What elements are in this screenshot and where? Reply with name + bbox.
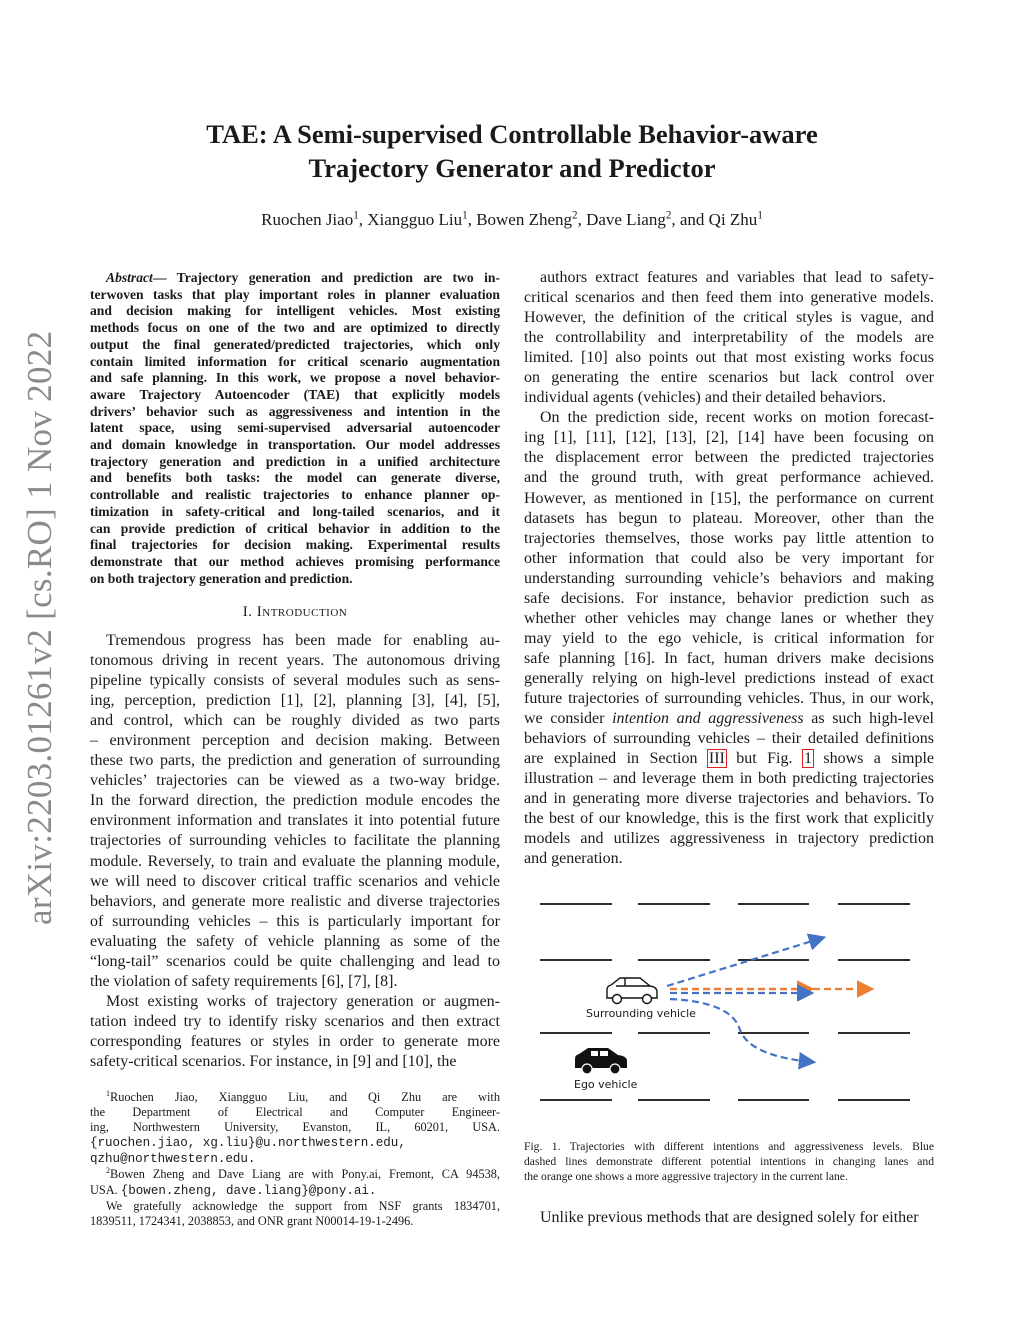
- text-line: may yield to the ego vehicle, is critical information for: [524, 629, 934, 647]
- superscript: 2: [106, 1166, 110, 1176]
- text-span: qzhu@northwestern.edu.: [90, 1152, 256, 1167]
- text-line: behaviors of surrounding vehicles – their detailed definitions: [524, 730, 934, 748]
- text-line: timization in safety-critical and long-tailed scenarios, and it: [90, 503, 500, 519]
- text-line: On the prediction side, recent works on motion forecast-: [540, 409, 934, 427]
- text-line: aware Trajectory Autoencoder (TAE) that explicitly models: [90, 386, 500, 402]
- text-line: module. Reversely, to train and evaluate the planning module,: [90, 852, 500, 870]
- text-span: USA.: [90, 1182, 121, 1197]
- text-line: the Department of Electrical and Computer Engineer-: [90, 1105, 500, 1120]
- text-span: , Dave Liang: [577, 210, 666, 229]
- text-line: latent space, using semi-supervised adversarial autoencoder: [90, 420, 500, 436]
- text-line: the controllability and interpretability of the models are: [524, 329, 934, 347]
- text-line: vehicles’ trajectories can be viewed as a two-way bridge.: [90, 772, 500, 790]
- superscript: 1: [462, 209, 468, 222]
- text-line: pipeline typically consists of several modules such as sens-: [90, 672, 500, 690]
- text-line: output the final generated/predicted trajectories, which only: [90, 336, 500, 352]
- text-span: , Bowen Zheng: [467, 210, 573, 229]
- text-span: intention and aggressiveness: [612, 710, 804, 728]
- footnotes: [90, 1090, 500, 1229]
- text-line: and benefits both tasks: the model can generate diverse,: [90, 470, 500, 486]
- text-line: However, the definition of the critical styles is vague, and: [524, 309, 934, 327]
- title-line-1: TAE: A Semi-supervised Controllable Behavior-aware: [206, 119, 818, 149]
- text-line: limited. [10] also points out that most existing works focus: [524, 349, 934, 367]
- text-line: on generating the entire scenarios but lack control over: [524, 369, 934, 387]
- text-line: and domain knowledge in transportation. Our model addresses: [90, 437, 500, 453]
- introduction-text: [90, 631, 500, 1072]
- text-line: tation indeed try to identify risky scenarios and then extract: [90, 1012, 500, 1030]
- text-line: “long-tail” scenarios could be quite challenging and lead to: [90, 952, 500, 970]
- text-line: dashed lines demonstrate different potential intentions in changing lanes and: [524, 1155, 934, 1168]
- cross-reference-link[interactable]: III: [708, 750, 725, 768]
- text-line: whether other vehicles may change lanes or whether they: [524, 609, 934, 627]
- superscript: 2: [572, 209, 578, 222]
- text-line: on both trajectory generation and prediction.: [90, 570, 353, 586]
- text-line: can provide prediction of critical behavior in addition to the: [90, 520, 500, 536]
- text-line: and safe planning. In this work, we propose a novel behavior-: [90, 370, 500, 386]
- text-line: 1839511, 1724341, 2038853, and ONR grant N00014-19-1-2496.: [90, 1213, 414, 1228]
- text-line: evaluating the safety of vehicle planning as some of the: [90, 932, 500, 950]
- text-span: we consider: [524, 710, 613, 728]
- text-span: are explained in Section: [524, 750, 708, 768]
- text-line: and in generating more diverse trajectories and behaviors. To: [524, 790, 934, 808]
- text-line: safe decisions. For instance, behavior prediction such as: [524, 589, 934, 607]
- text-line: Most existing works of trajectory generation or augmen-: [106, 992, 500, 1010]
- text-line: controllable and realistic trajectories to enhance planner op-: [90, 487, 500, 503]
- superscript: 1: [353, 209, 359, 222]
- text-line: critical scenarios and then feed them into generative models.: [524, 289, 934, 307]
- text-span: but Fig.: [725, 750, 803, 768]
- text-line: Tremendous progress has been made for enabling au-: [106, 632, 500, 649]
- figure-1: [520, 880, 940, 1110]
- superscript: 1: [757, 209, 763, 222]
- surrounding-vehicle-label: Surrounding vehicle: [586, 1007, 696, 1020]
- ego-vehicle-label: Ego vehicle: [574, 1078, 638, 1091]
- text-line: trajectories of surrounding vehicles to facilitate the planning: [90, 832, 500, 850]
- text-line: behaviors, and generate more realistic and diverse trajectories: [90, 892, 500, 910]
- text-line: tonomous driving in recent years. The autonomous driving: [90, 652, 500, 670]
- author-list: [0, 210, 1024, 230]
- section-heading-introduction: I. Introduction: [242, 604, 348, 620]
- text-line: trajectory generation and prediction in a unified architecture: [90, 453, 500, 469]
- text-span: Fig. 1. Trajectories with different intentions and aggressiveness levels. Blue: [524, 1140, 934, 1153]
- right-column-continued: [524, 1208, 934, 1228]
- trajectory-diagram: [520, 880, 940, 1110]
- text-line: the violation of safety requirements [6], [7], [8].: [90, 972, 398, 990]
- text-line: we will need to discover critical traffic scenarios and vehicle: [90, 872, 500, 890]
- text-line: [524, 709, 934, 729]
- superscript: 1: [106, 1088, 110, 1098]
- text-line: We gratefully acknowledge the support from NSF grants 1834701,: [106, 1198, 500, 1213]
- surrounding-vehicle-icon: [607, 978, 657, 1004]
- lane-change-left-trajectory: [667, 938, 822, 986]
- paper-title: [0, 117, 1024, 185]
- text-span: — Trajectory generation and prediction are two in-: [152, 270, 500, 285]
- text-span: Bowen Zheng and Dave Liang are with Pony.ai, Fremont, CA 94538,: [110, 1167, 500, 1182]
- text-line: and the ground truth, with great performance achieved.: [524, 469, 934, 487]
- text-line: generally relying on high-level predictions instead of exact: [524, 669, 934, 687]
- text-span: Abstract: [106, 270, 153, 285]
- superscript: 2: [665, 209, 672, 222]
- text-line: and control, which can be roughly divided as two parts: [90, 712, 500, 730]
- text-line: the best of our knowledge, this is the first work that explicitly: [524, 810, 934, 828]
- text-line: [524, 749, 934, 769]
- text-line: [524, 1139, 934, 1154]
- text-line: contain limited information for critical scenario augmentation: [90, 353, 500, 369]
- text-line: [90, 1135, 500, 1151]
- text-line: these two parts, the prediction and generation of surrounding: [90, 752, 500, 770]
- text-line: corresponding features or styles in order to generate more: [90, 1032, 500, 1050]
- right-column-text: [524, 268, 934, 869]
- text-line: [90, 1090, 500, 1105]
- text-line: final trajectories for decision making. Experimental results: [90, 537, 500, 553]
- trajectory-arrows: [667, 938, 870, 1062]
- text-line: [90, 1167, 500, 1182]
- text-span: {bowen.zheng, dave.liang}@pony.ai.: [120, 1183, 377, 1198]
- text-line: terwoven tasks that play important roles in planner evaluation: [90, 286, 500, 302]
- text-line: safe planning [16]. In fact, human drivers make decisions: [524, 649, 934, 667]
- text-line: trajectories themselves, those works pay little attention to: [524, 529, 934, 547]
- title-line-2: Trajectory Generator and Predictor: [308, 153, 716, 183]
- text-line: drivers’ behavior such as aggressiveness and intention in the: [90, 403, 500, 419]
- text-span: as such high-level: [803, 710, 935, 728]
- text-line: demonstrate that our method achieves promising performance: [90, 553, 500, 569]
- figure-caption: [524, 1139, 934, 1184]
- text-line: safety-critical scenarios. For instance, in [9] and [10], the: [90, 1052, 457, 1070]
- text-line: individual agents (vehicles) and their detailed behaviors.: [524, 389, 887, 407]
- text-line: and generation.: [524, 850, 623, 868]
- text-line: ing [1], [11], [12], [13], [2], [14] have been focusing on: [524, 429, 934, 447]
- ego-vehicle-icon: [575, 1048, 627, 1074]
- text-line: the displacement error between the predicted trajectories: [524, 449, 934, 467]
- arxiv-identifier: arXiv:2203.01261v2 [cs.RO] 1 Nov 2022: [20, 330, 59, 925]
- text-line: authors extract features and variables that lead to safety-: [540, 269, 934, 286]
- text-line: the orange one shows a more aggressive trajectory in the current lane.: [524, 1170, 848, 1183]
- text-line: In the forward direction, the prediction module encodes the: [90, 792, 500, 810]
- text-line: other information that could also be very important for: [524, 549, 934, 567]
- text-span: shows a simple: [812, 750, 934, 768]
- text-line: of surrounding vehicles – this is particularly important for: [90, 912, 500, 930]
- text-span: , and Qi Zhu: [671, 210, 758, 229]
- text-span: Ruochen Jiao, Xiangguo Liu, and Qi Zhu are with: [110, 1090, 500, 1104]
- text-line: ing, perception, prediction [1], [2], planning [3], [4], [5],: [90, 692, 500, 710]
- text-span: {ruochen.jiao, xg.liu}@u.northwestern.edu,: [90, 1136, 406, 1151]
- text-line: [90, 1151, 500, 1167]
- cross-reference-link[interactable]: 1: [803, 750, 812, 768]
- text-line: However, as mentioned in [15], the performance on current: [524, 489, 934, 507]
- text-span: , Xiangguo Liu: [358, 210, 463, 229]
- text-line: future trajectories of surrounding vehicles. Thus, in our work,: [524, 689, 934, 707]
- lane-markings: [540, 904, 910, 1100]
- text-line: methods focus on one of the two and are optimized to directly: [90, 320, 500, 336]
- text-line: [90, 270, 500, 287]
- text-line: Unlike previous methods that are designed solely for either: [540, 1209, 919, 1226]
- text-line: illustration – and leverage them in both predicting trajectories: [524, 770, 934, 788]
- abstract: [90, 270, 500, 587]
- text-line: ing, Northwestern University, Evanston, IL, 60201, USA.: [90, 1120, 500, 1135]
- text-line: environment information and translates it into potential future: [90, 812, 500, 830]
- text-line: models and utilizes aggressiveness in trajectory prediction: [524, 830, 934, 848]
- text-line: and decision making for intelligent vehicles. Most existing: [90, 303, 500, 319]
- text-line: – environment perception and decision making. Between: [90, 732, 500, 750]
- text-line: understanding surrounding vehicle’s behaviors and making: [524, 569, 934, 587]
- text-span: Ruochen Jiao: [261, 210, 354, 229]
- text-line: [90, 1183, 500, 1199]
- text-line: datasets has begun to plateau. Moreover, other than the: [524, 509, 934, 527]
